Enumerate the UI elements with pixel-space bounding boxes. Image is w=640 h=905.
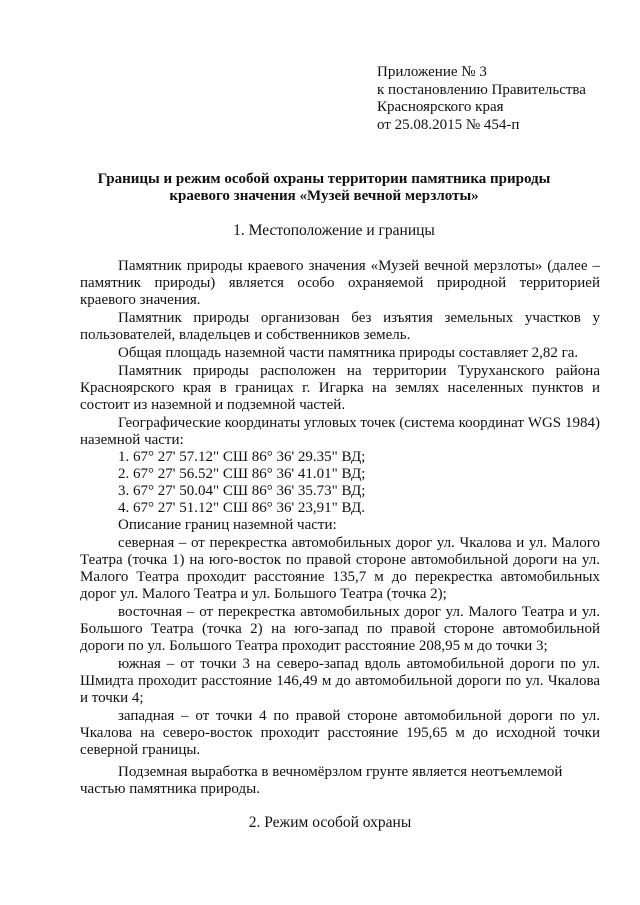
document-title [80,171,568,205]
coordinate-item: 1. 67° 27' 57.12" СШ 86° 36' 29.35" ВД; [118,449,366,465]
appendix-line: к постановлению Правительства [377,81,586,98]
paragraph: Памятник природы расположен на территории Туруханского района Красноярского края в границах г. Игарка на землях населенных пунктов и состоит из наземной и подземной частей. [80,363,600,413]
paragraph: Памятник природы организован без изъятия земельных участков у пользователей, владельцев и собственников земель. [80,310,600,343]
title-line: краевого значения «Музей вечной мерзлоты» [169,188,479,204]
boundary-north: северная – от перекрестка автомобильных дорог ул. Чкалова и ул. Малого Театра (точка 1) на юго-восток по правой стороне автомобильной дороги на ул. Малого Театра проходит расстояние 135,7 м до перекрестка автомобильных дорог ул. Малого Театра и ул. Большого Театра (точка 2); [80,535,600,602]
appendix-line: Приложение № 3 [377,64,487,80]
coordinate-item: 2. 67° 27' 56.52" СШ 86° 36' 41.01" ВД; [118,466,366,482]
section-heading-protection: 2. Режим особой охраны [248,814,412,831]
coordinate-item: 3. 67° 27' 50.04" СШ 86° 36' 35.73" ВД; [118,483,366,499]
coordinate-item: 4. 67° 27' 51.12" СШ 86° 36' 23,91" ВД. [118,500,365,516]
boundary-south: южная – от точки 3 на северо-запад вдоль автомобильной дороги по ул. Шмидта проходит расстояние 146,49 м до автомобильной дороги по ул. Чкалова и точки 4; [80,656,600,706]
boundary-east: восточная – от перекрестка автомобильных дорог ул. Малого Театра и ул. Большого Театра (точка 2) на юго-запад по правой стороне автомобильной дороги по ул. Большого Театра проходит расстояние 208,95 м до точки 3; [80,604,600,654]
appendix-block [377,64,586,134]
boundary-west: западная – от точки 4 по правой стороне автомобильной дороги по ул. Чкалова на северо-восток проходит расстояние 195,65 м до исходной точки северной границы. [80,708,600,758]
appendix-line: от 25.08.2015 № 454-п [377,116,520,133]
paragraph: Памятник природы краевого значения «Музей вечной мерзлоты» (далее – памятник природы) является особо охраняемой природной территорией краевого значения. [80,258,600,308]
paragraph: Подземная выработка в вечномёрзлом грунте является неотъемлемой частью памятника природы. [80,764,563,797]
paragraph: Географические координаты угловых точек (система координат WGS 1984) наземной части: [80,415,600,448]
paragraph: Описание границ наземной части: [118,517,337,533]
paragraph: Общая площадь наземной части памятника природы составляет 2,82 га. [118,345,579,361]
section-heading-location: 1. Местоположение и границы [233,222,435,239]
title-line: Границы и режим особой охраны территории памятника природы [97,171,551,187]
appendix-line: Красноярского края [377,99,504,115]
document-body [80,258,600,798]
